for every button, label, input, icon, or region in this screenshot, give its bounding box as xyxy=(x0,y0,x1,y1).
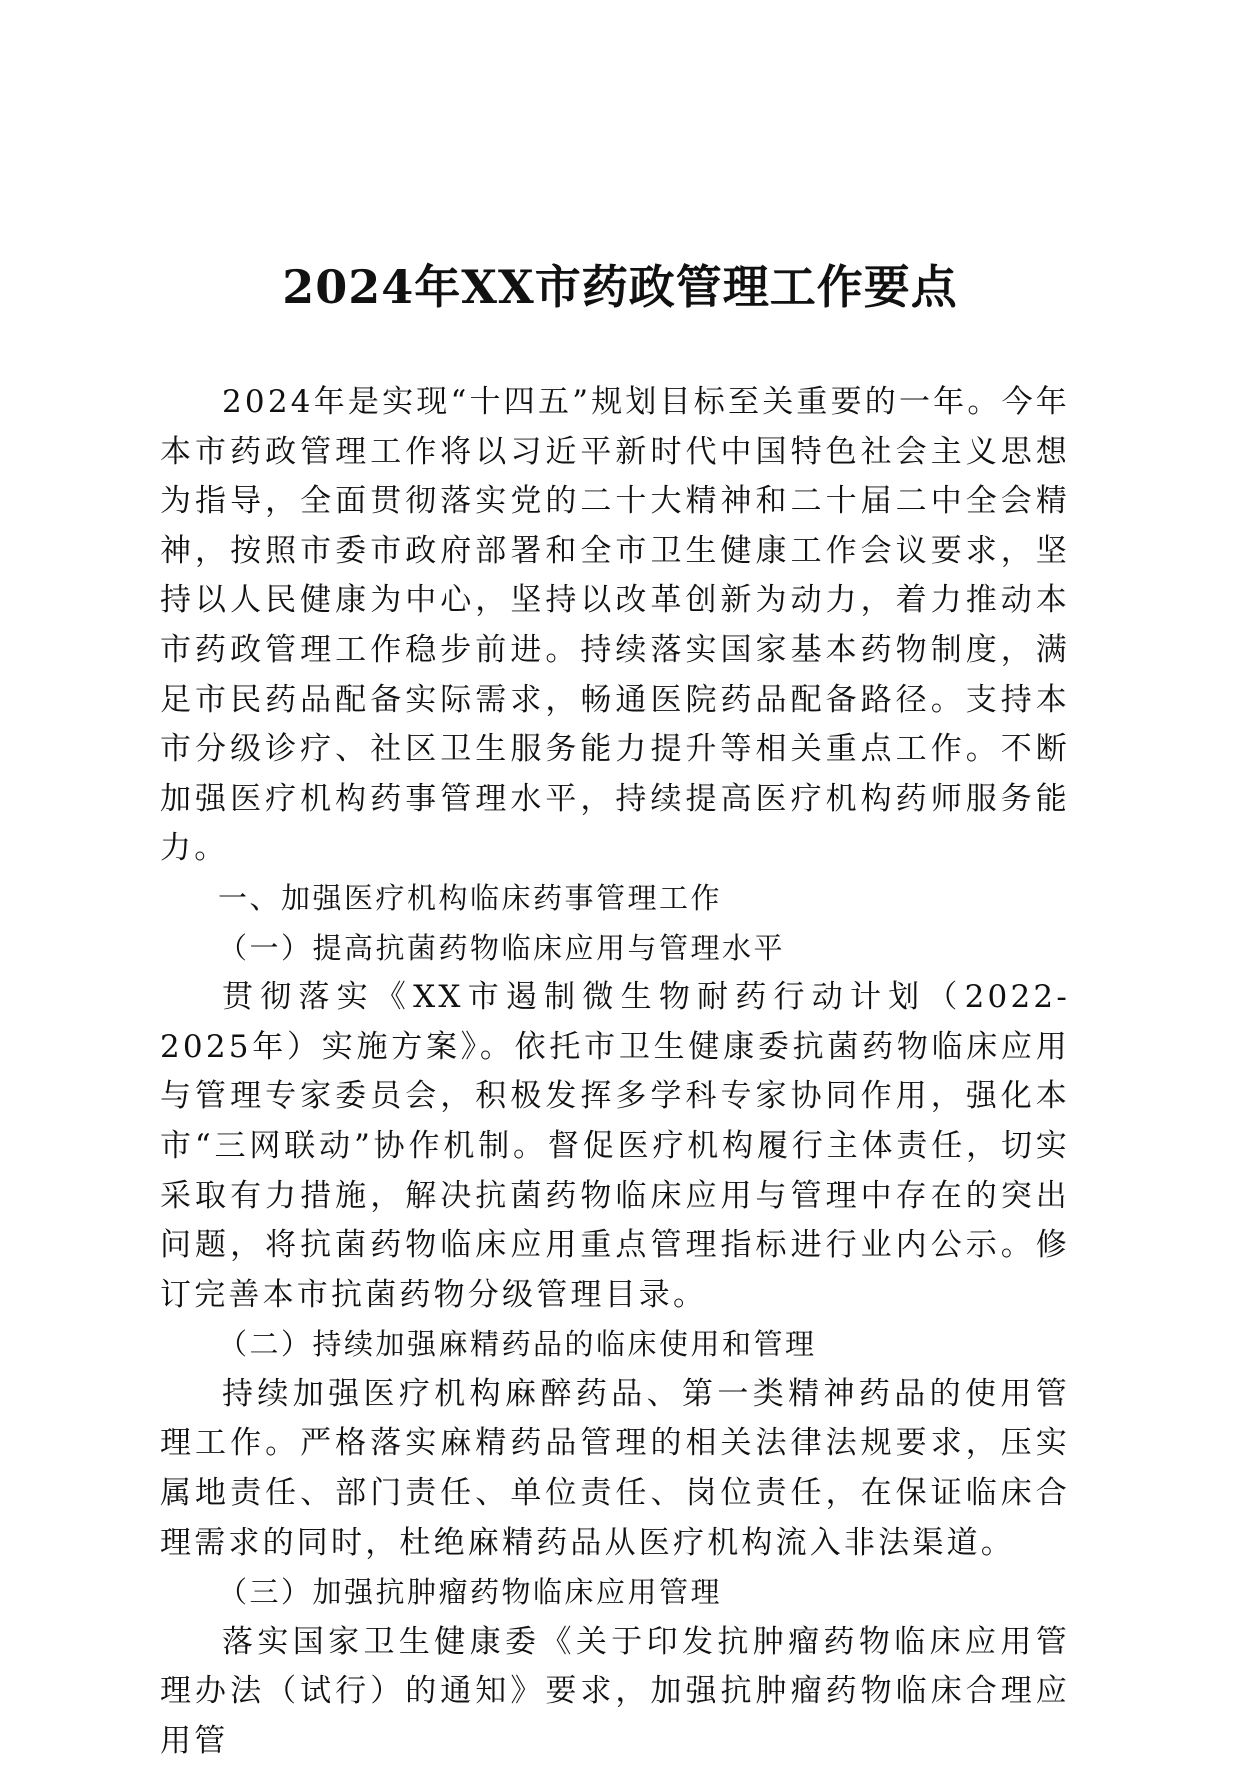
document-title: 2024年XX市药政管理工作要点 xyxy=(282,260,958,314)
document-body xyxy=(160,378,1070,1767)
section-1-heading: 一、加强医疗机构临床药事管理工作 xyxy=(218,880,723,915)
subsection-2-paragraph: 持续加强医疗机构麻醉药品、第一类精神药品的使用管理工作。严格落实麻精药品管理的相关法律法规要求，压实属地责任、部门责任、单位责任、岗位责任，在保证临床合理需求的同时，杜绝麻精药品从医疗机构流入非法渠道。 xyxy=(160,1375,1070,1561)
subsection-3-paragraph: 落实国家卫生健康委《关于印发抗肿瘤药物临床应用管理办法（试行）的通知》要求，加强抗肿瘤药物临床合理应用管 xyxy=(160,1623,1070,1760)
subsection-2-heading: （二）持续加强麻精药品的临床使用和管理 xyxy=(218,1327,817,1362)
intro-paragraph: 2024年是实现“十四五”规划目标至关重要的一年。今年本市药政管理工作将以习近平新时代中国特色社会主义思想为指导，全面贯彻落实党的二十大精神和二十届二中全会精神，按照市委市政府部署和全市卫生健康工作会议要求，坚持以人民健康为中心，坚持以改革创新为动力，着力推动本市药政管理工作稳步前进。持续落实国家基本药物制度，满足市民药品配备实际需求，畅通医院药品配备路径。支持本市分级诊疗、社区卫生服务能力提升等相关重点工作。不断加强医疗机构药事管理水平，持续提高医疗机构药师服务能力。 xyxy=(160,384,1070,867)
subsection-1-paragraph: 贯彻落实《XX市遏制微生物耐药行动计划（2022-2025年）实施方案》。依托市卫生健康委抗菌药物临床应用与管理专家委员会，积极发挥多学科专家协同作用，强化本市“三网联动”协作机制。督促医疗机构履行主体责任，切实采取有力措施，解决抗菌药物临床应用与管理中存在的突出问题，将抗菌药物临床应用重点管理指标进行业内公示。修订完善本市抗菌药物分级管理目录。 xyxy=(160,979,1070,1313)
subsection-1-heading: （一）提高抗菌药物临床应用与管理水平 xyxy=(218,930,786,965)
subsection-3-heading: （三）加强抗肿瘤药物临床应用管理 xyxy=(218,1575,723,1610)
